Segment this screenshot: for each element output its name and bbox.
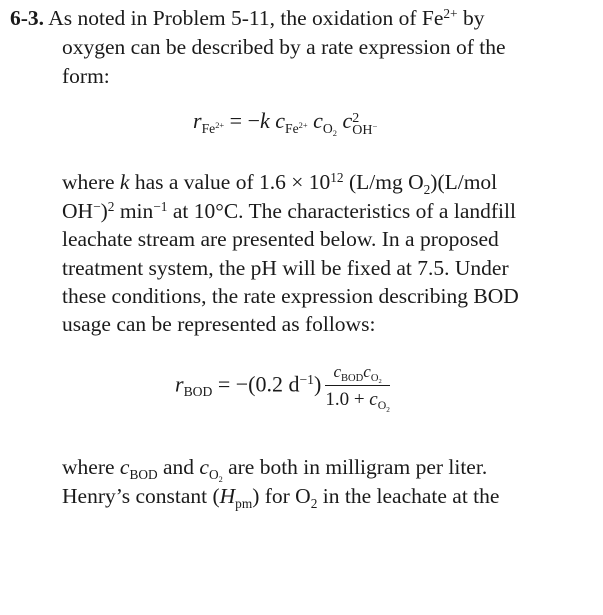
- intro-text-1: As noted in Problem 5-11, the oxidation of Fe: [48, 6, 444, 30]
- p3-l2-h: H: [219, 484, 236, 508]
- rate-equation-fe: [193, 108, 377, 137]
- eq2-den-c-sub: O: [377, 399, 387, 413]
- p2-l2-a: OH: [62, 199, 94, 223]
- p2-l1-sub: 2: [423, 181, 431, 197]
- eq1-equals: = −: [224, 108, 260, 133]
- para2-line-6: [62, 310, 375, 338]
- p3-l1-a: where: [62, 455, 120, 479]
- p3-l1-c1: c: [119, 455, 130, 479]
- p3-l2-c: in the leachate at the: [317, 484, 500, 508]
- p2-l1-a: where: [62, 170, 120, 194]
- p3-l1-c1-sub: BOD: [129, 466, 158, 482]
- p3-l1-c2: c: [199, 455, 209, 479]
- p2-l1-k: k: [119, 170, 130, 194]
- eq2-num-c2: c: [363, 362, 371, 381]
- p3-l1-c: are both in milligram per liter.: [222, 455, 488, 479]
- eq2-den-c-sub-sub: 2: [386, 404, 390, 414]
- p3-l2-b: ) for O: [252, 484, 311, 508]
- eq1-c3: c: [336, 108, 353, 133]
- eq2-rhs-sup: −1: [299, 372, 314, 388]
- p3-l1-c2-sub: O: [208, 466, 219, 482]
- eq1-c3-sub-sup: −: [372, 121, 378, 132]
- p3-l1-c2-sub-sub: 2: [218, 474, 223, 484]
- intro-text-1-end: by: [457, 6, 485, 30]
- p3-l2-sub: 2: [310, 495, 318, 511]
- p3-l2-a: Henry’s constant (: [62, 484, 220, 508]
- intro-text-2: oxygen can be described by a rate expression of the: [62, 35, 506, 59]
- p2-l6: usage can be represented as follows:: [62, 312, 376, 336]
- problem-line-2: [62, 33, 506, 61]
- eq2-r: r: [175, 371, 184, 397]
- p2-l1-b: has a value of 1.6 × 10: [129, 170, 331, 194]
- p2-l2-sup2: 2: [107, 198, 115, 214]
- fe-charge: 2+: [443, 5, 458, 21]
- eq2-rhs-close: ): [313, 371, 322, 397]
- para3-line-2: [62, 482, 499, 510]
- eq2-num-c1: c: [333, 362, 342, 381]
- p3-l2-h-sub: pm: [235, 495, 253, 511]
- eq1-c1-sub: Fe: [285, 120, 299, 136]
- p3-l1-b: and: [157, 455, 200, 479]
- eq1-c2-sub-sub: 2: [332, 127, 337, 138]
- eq2-denominator: [325, 386, 390, 414]
- para2-line-1: [62, 168, 497, 196]
- eq2-num-c1-sub: BOD: [341, 372, 364, 384]
- eq2-fraction: [325, 362, 390, 414]
- p2-l2-sup1: −: [93, 198, 101, 214]
- problem-line-1: [10, 4, 484, 32]
- eq2-den-a: 1.0 +: [325, 389, 370, 410]
- problem-line-3: [62, 62, 110, 90]
- para2-line-3: [62, 225, 499, 253]
- para2-line-4: [62, 254, 509, 282]
- eq1-k: k: [260, 108, 270, 133]
- eq2-numerator: [325, 362, 390, 386]
- eq1-c2: c: [307, 108, 323, 133]
- p2-l1-d: )(L/mol: [430, 170, 498, 194]
- eq1-c1-sub-sup: 2+: [298, 120, 308, 131]
- eq2-num-c2-sub: O: [370, 372, 379, 384]
- para2-line-5: [62, 282, 519, 310]
- p2-l3: leachate stream are presented below. In a proposed: [62, 227, 499, 251]
- problem-number: 6-3.: [10, 6, 45, 30]
- p2-l1-exp: 12: [330, 169, 344, 185]
- eq1-r: r: [193, 108, 202, 133]
- eq2-r-sub: BOD: [183, 384, 213, 400]
- p2-l2-b: ): [100, 199, 108, 223]
- eq2-num-c2-sub-sub: 2: [378, 377, 382, 385]
- para2-line-2: [62, 197, 516, 225]
- eq1-c3-sup: 2: [352, 111, 360, 126]
- eq2-rhs: = −(0.2 d: [212, 371, 300, 397]
- eq1-c1: c: [269, 108, 286, 133]
- rate-equation-bod: [175, 362, 390, 414]
- p2-l4: treatment system, the pH will be fixed at 7.5. Under: [62, 256, 509, 280]
- p2-l2-d: at 10°C. The characteristics of a landfill: [167, 199, 516, 223]
- eq1-c3-sub: OH: [352, 123, 373, 138]
- para3-line-1: [62, 453, 488, 484]
- p2-l5: these conditions, the rate expression describing BOD: [62, 284, 519, 308]
- p2-l1-c: (L/mg O: [343, 170, 424, 194]
- eq1-r-sub: Fe: [201, 120, 216, 136]
- p2-l2-sup3: −1: [153, 198, 168, 214]
- intro-text-3: form:: [62, 64, 110, 88]
- eq1-r-sub-sup: 2+: [215, 120, 225, 131]
- p2-l2-c: min: [114, 199, 154, 223]
- eq1-c2-sub: O: [322, 120, 333, 136]
- eq2-den-c: c: [369, 389, 378, 410]
